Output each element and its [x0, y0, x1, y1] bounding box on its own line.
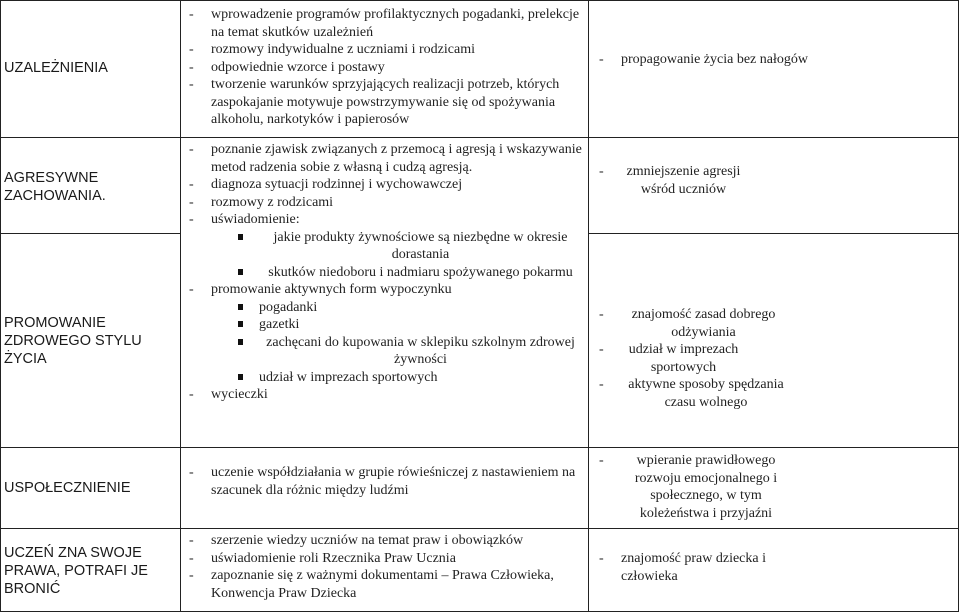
table-row: [1, 529, 959, 612]
category-cell: [1, 234, 181, 448]
category-label: PROMOWANIE ZDROWEGO STYLU ŻYCIA: [4, 314, 142, 367]
list-item: - rozmowy z rodzicami: [189, 194, 334, 210]
list-item: - diagnoza sytuacji rodzinnej i wychowawczej: [189, 177, 463, 192]
category-label: UZALEŻNIENIA: [4, 59, 108, 76]
table-row: [1, 138, 959, 234]
goals-cell: [589, 448, 959, 529]
list-item: - wycieczki: [189, 387, 268, 402]
bullet-item: jakie produkty żywnościowe są niezbędne w okresie dorastania: [189, 229, 582, 264]
category-cell: [1, 138, 181, 234]
category-cell: [1, 448, 181, 529]
goal-item: - propagowanie życia bez nałogów: [599, 52, 808, 67]
list-item: - tworzenie warunków sprzyjających realizacji potrzeb, których zaspokajanie motywuje powstrzymywanie się od spożywania alkoholu, narkotyków i papierosów: [189, 77, 560, 127]
actions-cell: [181, 1, 589, 138]
bullet-item: pogadanki: [189, 299, 582, 317]
goal-item: - znajomość praw dziecka i człowieka: [599, 551, 766, 584]
list-item: - odpowiednie wzorce i postawy: [189, 59, 385, 75]
goals-cell: [589, 138, 959, 234]
list-item: - uświadomienie:: [189, 212, 300, 227]
category-cell: [1, 1, 181, 138]
square-bullet-icon: [237, 334, 259, 369]
list-item: - uczenie współdziałania w grupie rówieśniczej z nastawieniem na szacunek dla różnic między ludźmi: [189, 465, 576, 498]
list-item: - promowanie aktywnych form wypoczynku: [189, 282, 452, 297]
list-item: - uświadomienie roli Rzecznika Praw Ucznia: [189, 550, 456, 566]
table-row: [1, 1, 959, 138]
category-label: USPOŁECZNIENIE: [4, 480, 131, 496]
bullet-item: udział w imprezach sportowych: [189, 369, 582, 387]
goal-item: - udział w imprezach sportowych: [599, 342, 739, 375]
bullet-item: skutków niedoboru i nadmiaru spożywanego pokarmu: [189, 264, 582, 282]
list-item: - rozmowy indywidualne z uczniami i rodzicami: [189, 42, 475, 57]
square-bullet-icon: [237, 299, 259, 317]
category-label: UCZEŃ ZNA SWOJE PRAWA, POTRAFI JE BRONIĆ: [4, 545, 148, 597]
list-item: - szerzenie wiedzy uczniów na temat praw i obowiązków: [189, 533, 524, 548]
list-item: - zapoznanie się z ważnymi dokumentami – Prawa Człowieka, Konwencja Praw Dziecka: [189, 568, 554, 601]
bullet-item: zachęcani do kupowania w sklepiku szkolnym zdrowej żywności: [189, 334, 582, 369]
square-bullet-icon: [237, 369, 259, 387]
category-label: AGRESYWNE ZACHOWANIA.: [4, 170, 106, 204]
square-bullet-icon: [237, 316, 259, 334]
square-bullet-icon: [237, 264, 259, 282]
goals-cell: [589, 1, 959, 138]
goals-cell: [589, 529, 959, 612]
bullet-item: gazetki: [189, 316, 582, 334]
square-bullet-icon: [237, 229, 259, 264]
actions-cell: [181, 529, 589, 612]
goal-item: - zmniejszenie agresji wśród uczniów: [599, 164, 741, 197]
goal-item: - aktywne sposoby spędzania czasu wolnego: [599, 377, 784, 410]
actions-cell: [181, 448, 589, 529]
category-cell: [1, 529, 181, 612]
goal-item: - wpieranie prawidłowego rozwoju emocjonalnego i społecznego, w tym koleżeństwa i przyjaźni: [599, 453, 778, 521]
list-item: - poznanie zjawisk związanych z przemocą i agresją i wskazywanie metod radzenia sobie z własną i cudzą agresją.: [189, 142, 582, 175]
list-item: - wprowadzenie programów profilaktycznych pogadanki, prelekcje na temat skutków uzależnień: [189, 7, 580, 40]
table-row: [1, 448, 959, 529]
actions-cell: [181, 138, 589, 448]
goals-cell: [589, 234, 959, 448]
goal-item: - znajomość zasad dobrego odżywiania: [599, 307, 776, 340]
